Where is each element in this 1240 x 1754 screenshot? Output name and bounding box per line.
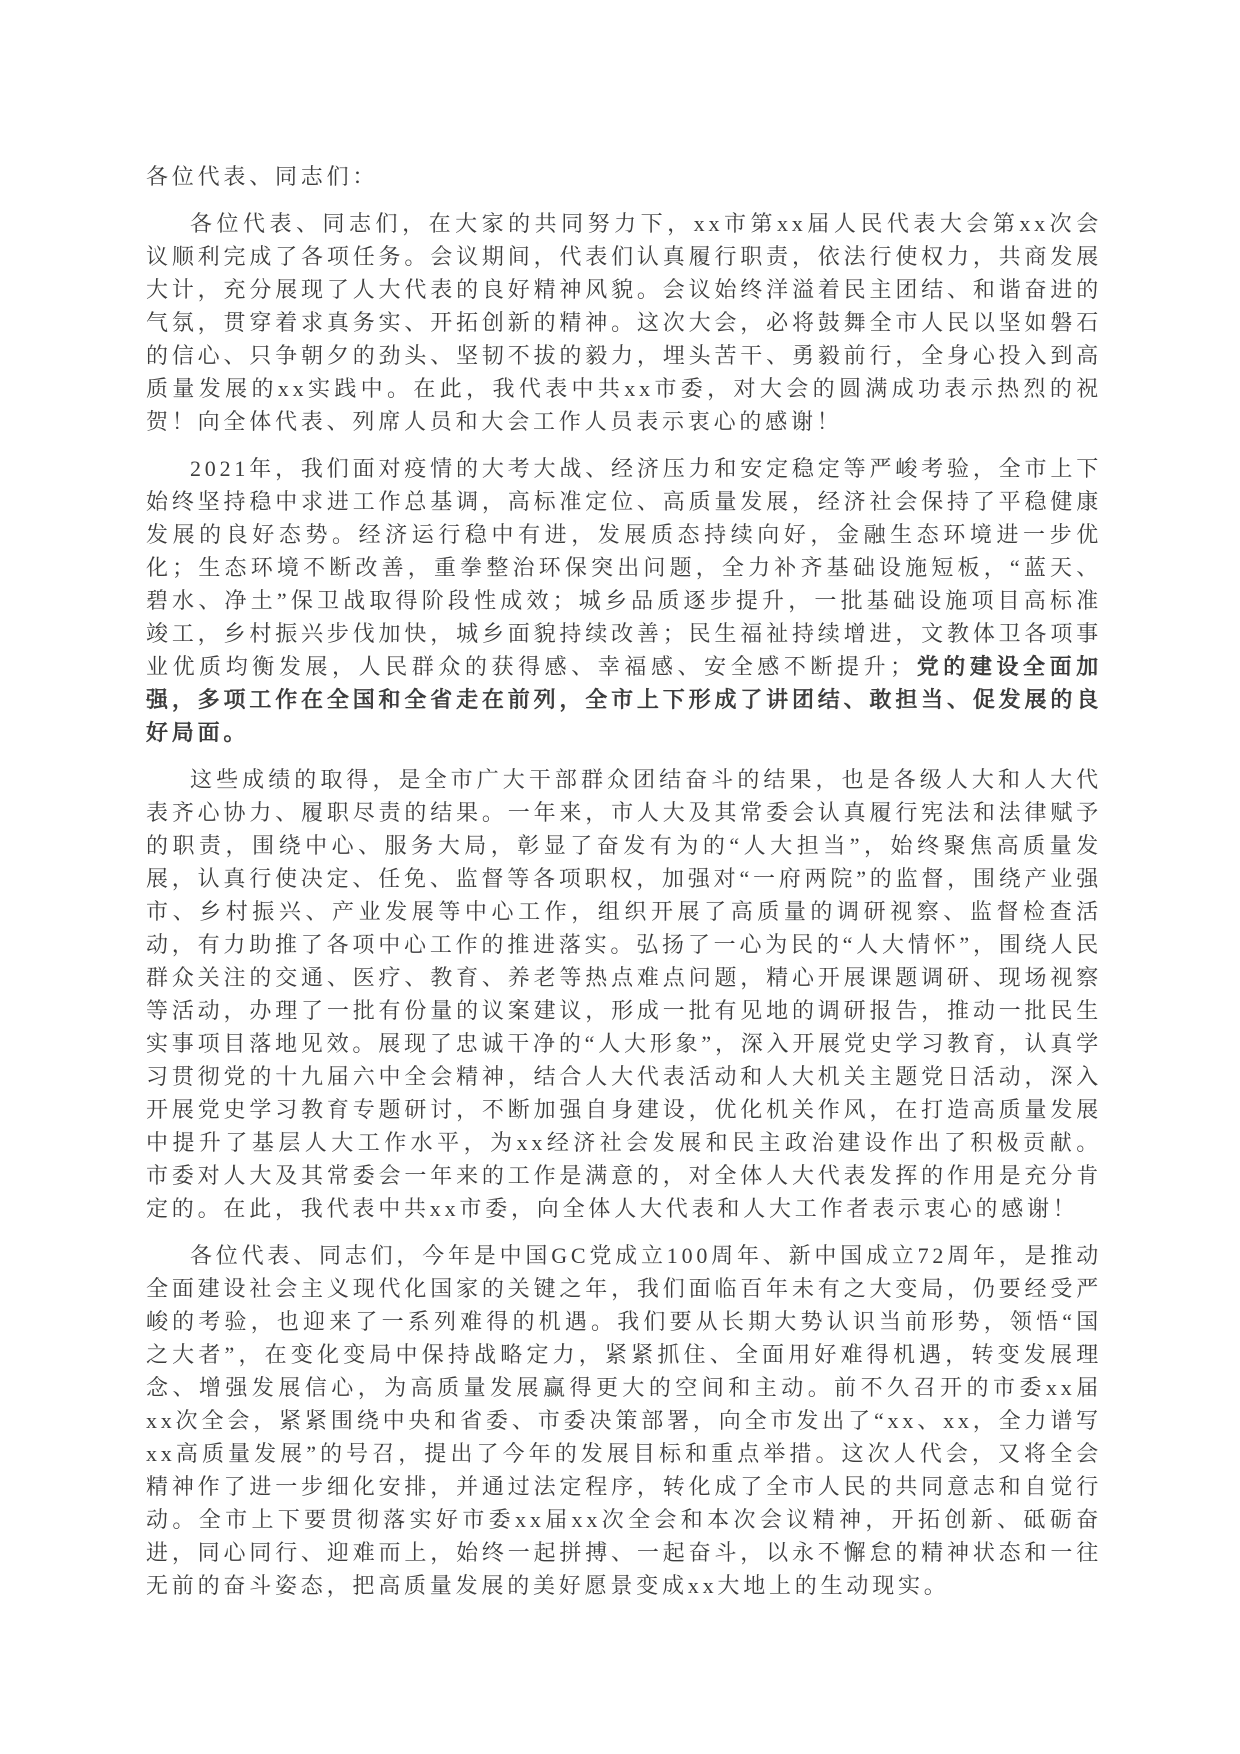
paragraph-1: 各位代表、同志们，在大家的共同努力下，xx市第xx届人民代表大会第xx次会议顺利完成了各项任务。会议期间，代表们认真履行职责，依法行使权力，共商发展大计，充分展现了人大代表的良好精神风貌。会议始终洋溢着民主团结、和谐奋进的气氛，贯穿着求真务实、开拓创新的精神。这次大会，必将鼓舞全市人民以坚如磐石的信心、只争朝夕的劲头、坚韧不拔的毅力，埋头苦干、勇毅前行，全身心投入到高质量发展的xx实践中。在此，我代表中共xx市委，对大会的圆满成功表示热烈的祝贺！向全体代表、列席人员和大会工作人员表示衷心的感谢！ [146, 211, 1102, 434]
paragraph-4: 各位代表、同志们，今年是中国GC党成立100周年、新中国成立72周年，是推动全面建设社会主义现代化国家的关键之年，我们面临百年未有之大变局，仍要经受严峻的考验，也迎来了一系列难得的机遇。我们要从长期大势认识当前形势，领悟“国之大者”，在变化变局中保持战略定力，紧紧抓住、全面用好难得机遇，转变发展理念、增强发展信心，为高质量发展赢得更大的空间和主动。前不久召开的市委xx届xx次全会，紧紧围绕中央和省委、市委决策部署，向全市发出了“xx、xx，全力谱写xx高质量发展”的号召，提出了今年的发展目标和重点举措。这次人代会，又将全会精神作了进一步细化安排，并通过法定程序，转化成了全市人民的共同意志和自觉行动。全市上下要贯彻落实好市委xx届xx次全会和本次会议精神，开拓创新、砥砺奋进，同心同行、迎难而上，始终一起拼搏、一起奋斗，以永不懈怠的精神状态和一往无前的奋斗姿态，把高质量发展的美好愿景变成xx大地上的生动现实。 [146, 1243, 1102, 1598]
document-body [146, 160, 1102, 1602]
paragraph-2 [146, 452, 1102, 749]
paragraph-2-normal-text: 2021年，我们面对疫情的大考大战、经济压力和安定稳定等严峻考验，全市上下始终坚持稳中求进工作总基调，高标准定位、高质量发展，经济社会保持了平稳健康发展的良好态势。经济运行稳中有进，发展质态持续向好，金融生态环境进一步优化；生态环境不断改善，重拳整治环保突出问题，全力补齐基础设施短板，“蓝天、碧水、净土”保卫战取得阶段性成效；城乡品质逐步提升，一批基础设施项目高标准竣工，乡村振兴步伐加快，城乡面貌持续改善；民生福祉持续增进，文教体卫各项事业优质均衡发展，人民群众的获得感、幸福感、安全感不断提升； [146, 456, 1102, 679]
salutation-line: 各位代表、同志们： [146, 164, 379, 189]
paragraph-2-bold-text: 党的建设全面加强，多项工作在全国和全省走在前列，全市上下形成了讲团结、敢担当、促发展的良好局面。 [146, 654, 1102, 745]
paragraph-3: 这些成绩的取得，是全市广大干部群众团结奋斗的结果，也是各级人大和人大代表齐心协力、履职尽责的结果。一年来，市人大及其常委会认真履行宪法和法律赋予的职责，围绕中心、服务大局，彰显了奋发有为的“人大担当”，始终聚焦高质量发展，认真行使决定、任免、监督等各项职权，加强对“一府两院”的监督，围绕产业强市、乡村振兴、产业发展等中心工作，组织开展了高质量的调研视察、监督检查活动，有力助推了各项中心工作的推进落实。弘扬了一心为民的“人大情怀”，围绕人民群众关注的交通、医疗、教育、养老等热点难点问题，精心开展课题调研、现场视察等活动，办理了一批有份量的议案建议，形成一批有见地的调研报告，推动一批民生实事项目落地见效。展现了忠诚干净的“人大形象”，深入开展党史学习教育，认真学习贯彻党的十九届六中全会精神，结合人大代表活动和人大机关主题党日活动，深入开展党史学习教育专题研讨，不断加强自身建设，优化机关作风，在打造高质量发展中提升了基层人大工作水平，为xx经济社会发展和民主政治建设作出了积极贡献。市委对人大及其常委会一年来的工作是满意的，对全体人大代表发挥的作用是充分肯定的。在此，我代表中共xx市委，向全体人大代表和人大工作者表示衷心的感谢！ [146, 767, 1102, 1221]
